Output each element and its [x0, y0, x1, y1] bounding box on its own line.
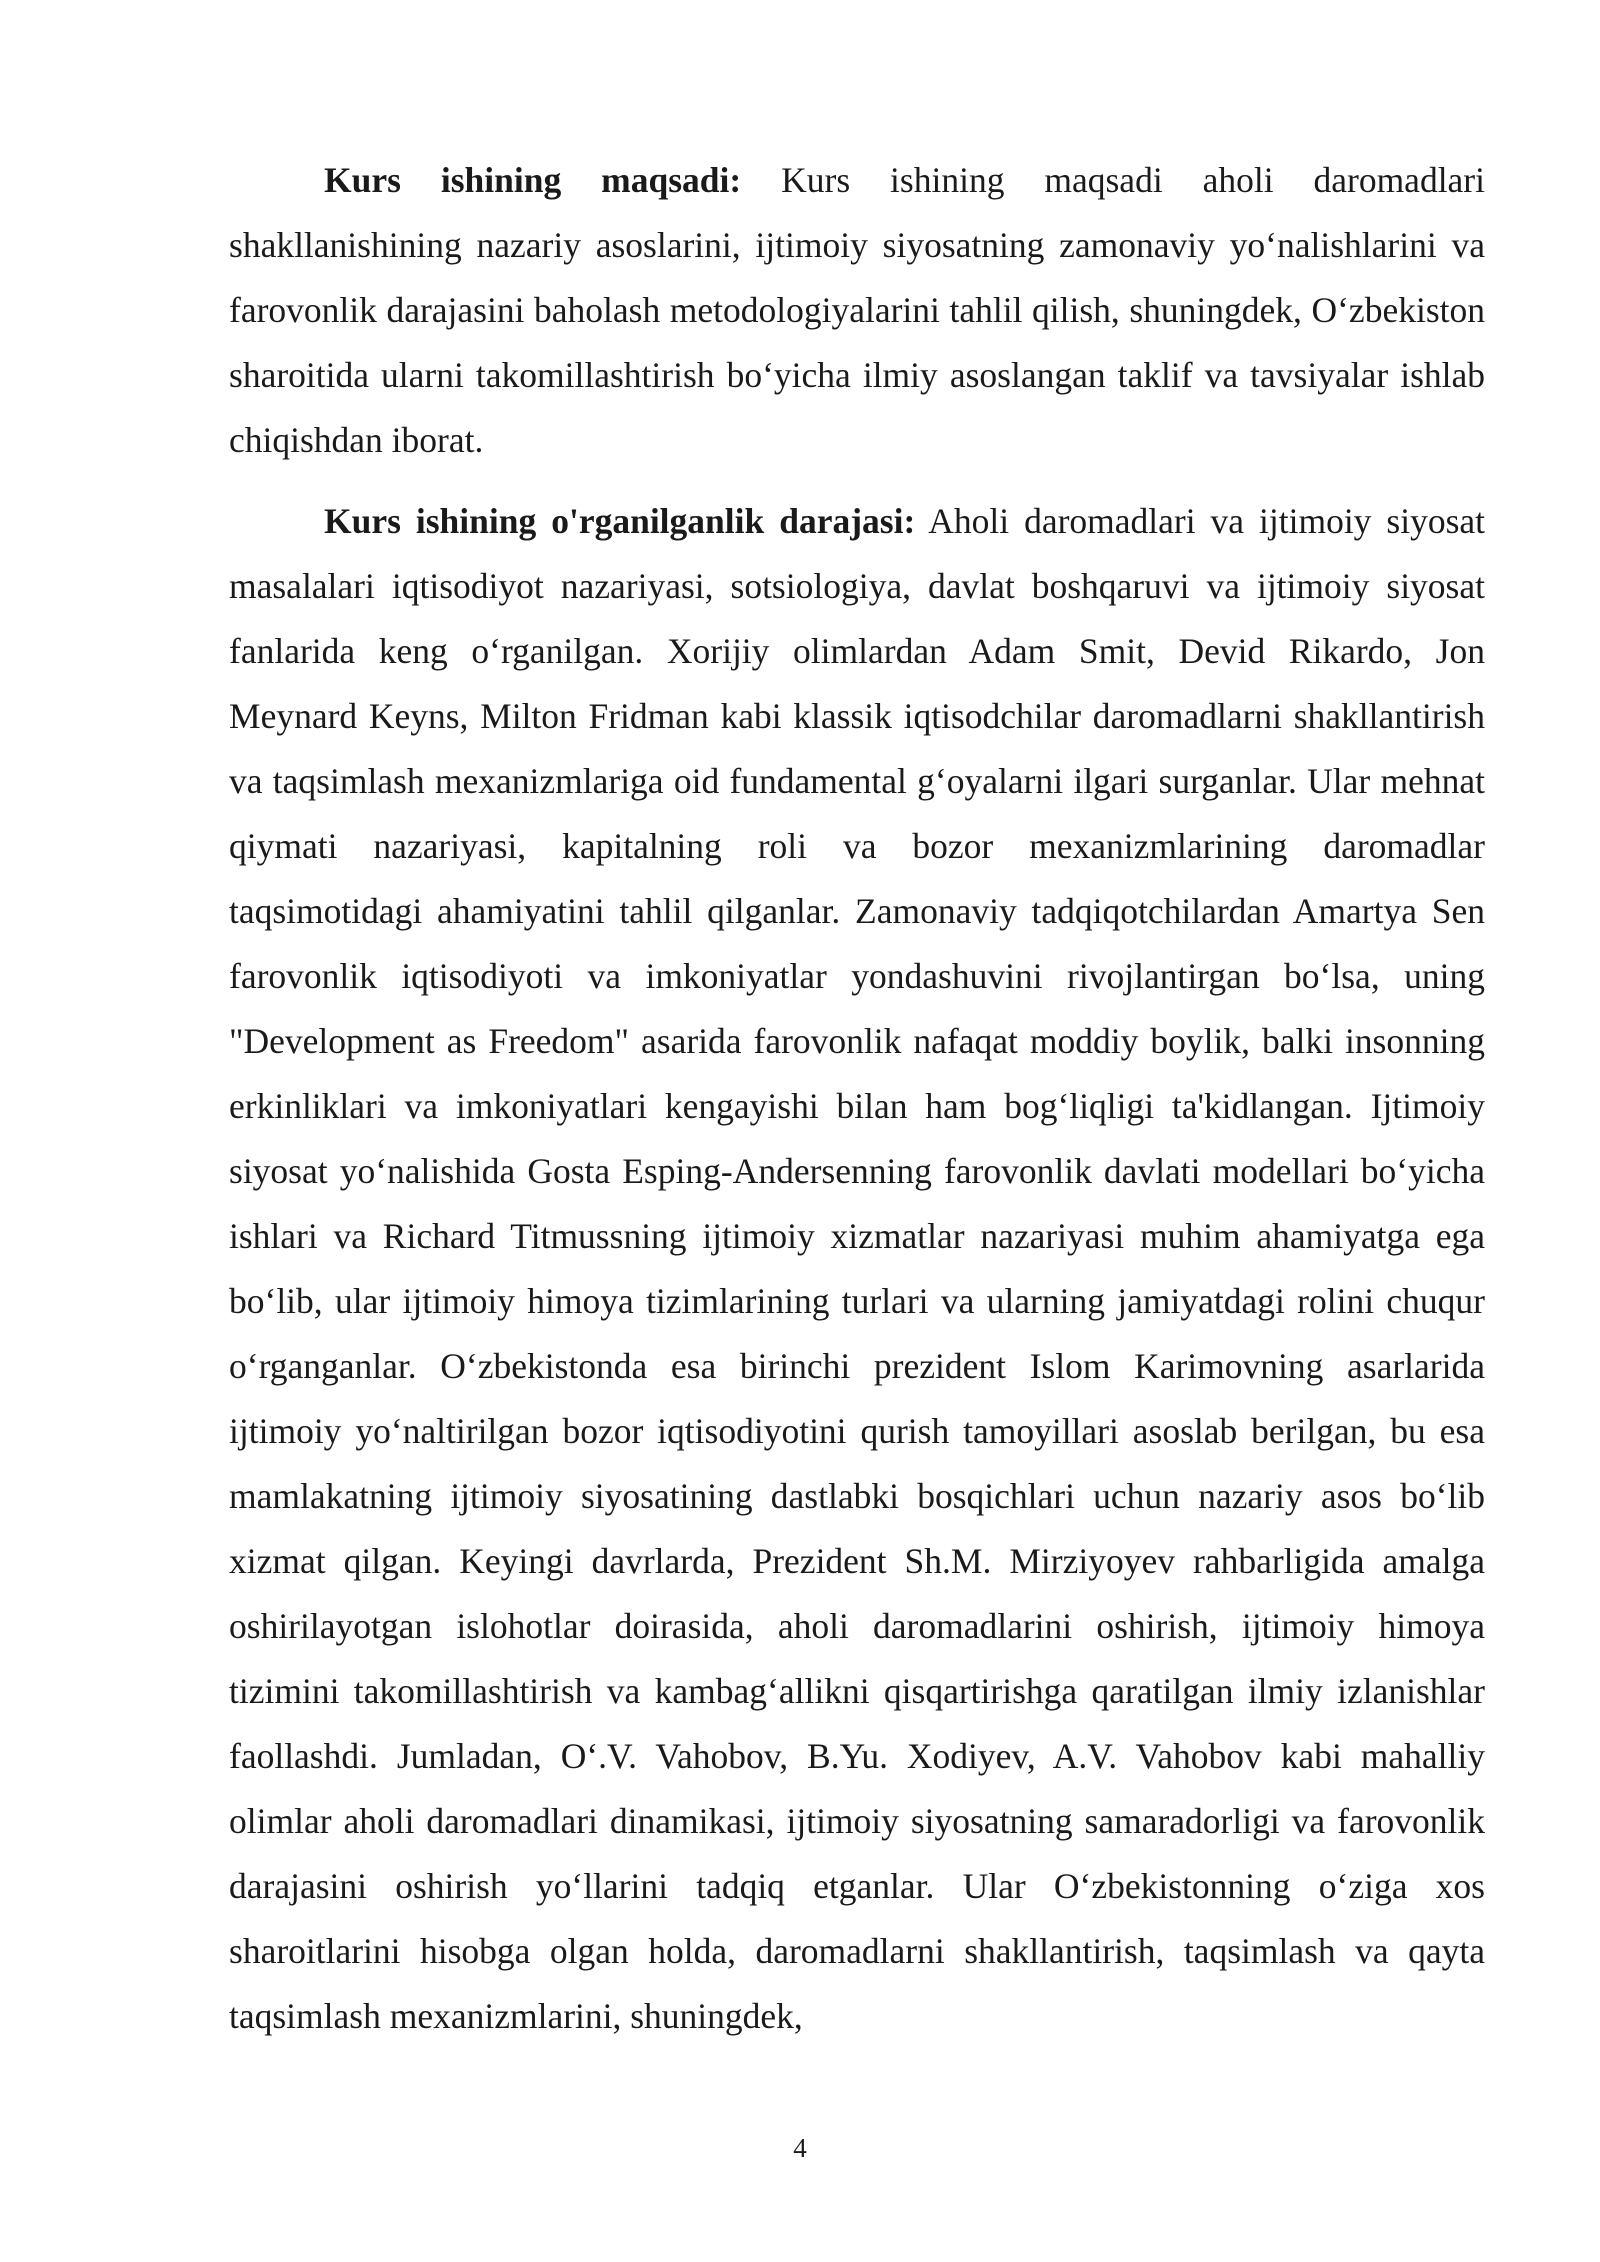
paragraph-body: Aholi daromadlari va ijtimoiy siyosat masalalari iqtisodiyot nazariyasi, sotsiologiya, davlat boshqaruvi va ijtimoiy siyosat fanlarida keng o‘rganilgan. Xorijiy olimlardan Adam Smit, Devid Rikardo, Jon Meynard Keyns, Milton Fridman kabi klassik iqtisodchilar daromadlarni shakllantirish va taqsimlash mexanizmlariga oid fundamental g‘oyalarni ilgari surganlar. Ular mehnat qiymati nazariyasi, kapitalning roli va bozor mexanizmlarining daromadlar taqsimotidagi ahamiyatini tahlil qilganlar. Zamonaviy tadqiqotchilardan Amartya Sen farovonlik iqtisodiyoti va imkoniyatlar yondashuvini rivojlantirgan bo‘lsa, uning "Development as Freedom" asarida farovonlik nafaqat moddiy boylik, balki insonning erkinliklari va imkoniyatlari kengayishi bilan ham bog‘liqligi ta'kidlangan. Ijtimoiy siyosat yo‘nalishida Gosta Esping-Andersenning farovonlik davlati modellari bo‘yicha ishlari va Richard Titmussning ijtimoiy xizmatlar nazariyasi muhim ahamiyatga ega bo‘lib, ular ijtimoiy himoya tizimlarining turlari va ularning jamiyatdagi rolini chuqur o‘rganganlar. O‘zbekistonda esa birinchi prezident Islom Karimovning asarlarida ijtimoiy yo‘naltirilgan bozor iqtisodiyotini qurish tamoyillari asoslab berilgan, bu esa mamlakatning ijtimoiy siyosatining dastlabki bosqichlari uchun nazariy asos bo‘lib xizmat qilgan. Keyingi davrlarda, Prezident Sh.M. Mirziyoyev rahbarligida amalga oshirilayotgan islohotlar doirasida, aholi daromadlarini oshirish, ijtimoiy himoya tizimini takomillashtirish va kambag‘allikni qisqartirishga qaratilgan ilmiy izlanishlar faollashdi. Jumladan, O‘.V. Vahobov, B.Yu. Xodiyev, A.V. Vahobov kabi mahalliy olimlar aholi daromadlari dinamikasi, ijtimoiy siyosatning samaradorligi va farovonlik darajasini oshirish yo‘llarini tadqiq etganlar. Ular O‘zbekistonning o‘ziga xos sharoitlarini hisobga olgan holda, daromadlarni shakllantirish, taqsimlash va qayta taqsimlash mexanizmlarini, shuningdek,	[229, 501, 1485, 2036]
page-number: 4	[793, 2133, 807, 2163]
paragraph-body: Kurs ishining maqsadi aholi daromadlari shakllanishining nazariy asoslarini, ijtimoiy siyosatning zamonaviy yo‘nalishlarini va farovonlik darajasini baholash metodologiyalarini tahlil qilish, shuningdek, O‘zbekiston sharoitida ularni takomillashtirish bo‘yicha ilmiy asoslangan taklif va tavsiyalar ishlab chiqishdan iborat.	[229, 160, 1485, 460]
paragraph-heading: Kurs ishining o'rganilganlik darajasi:	[324, 501, 916, 541]
paragraph-goal	[229, 148, 1485, 473]
paragraph-heading: Kurs ishining maqsadi:	[324, 160, 742, 200]
paragraph-research-level	[229, 489, 1485, 2049]
document-page	[229, 148, 1485, 2049]
